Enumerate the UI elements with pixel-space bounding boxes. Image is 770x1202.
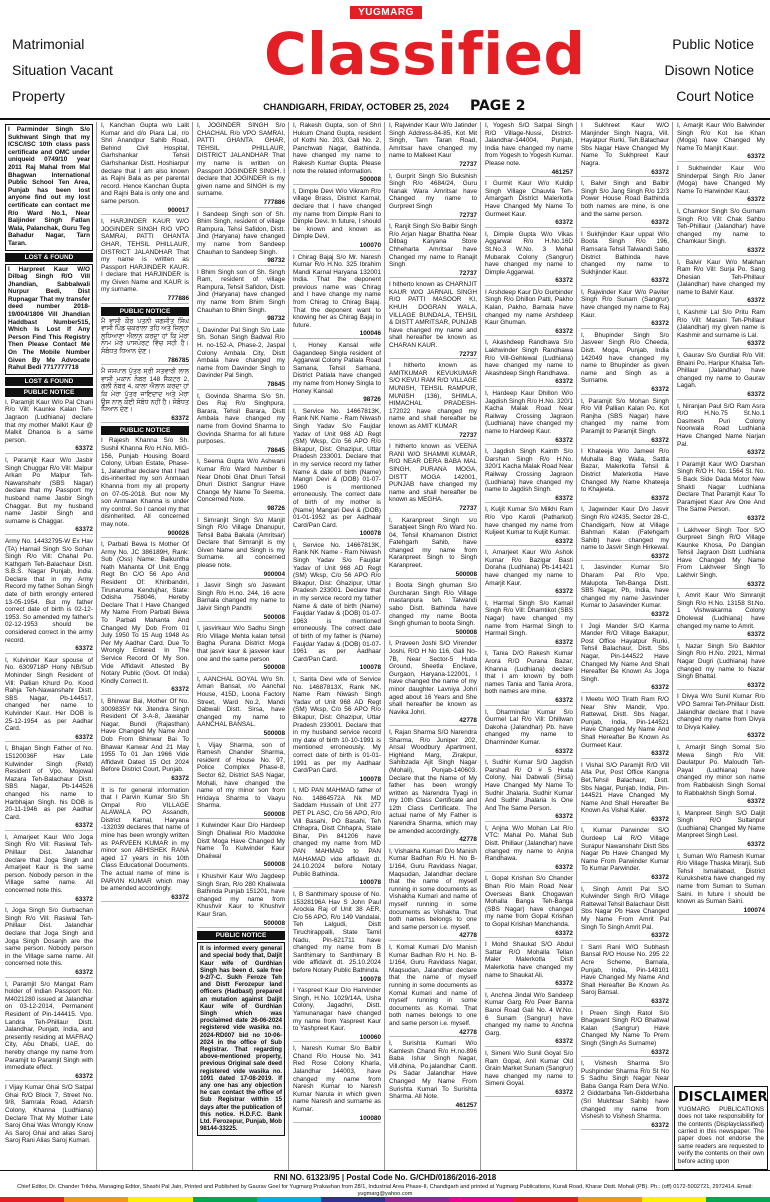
classified-entry: I, Surishta Kumari W/o Kamlesh Chand R/o H.no.896 Baba Ishar Singh Nagar, Vill.dhina, Po.jalandhar Cantt. Ps Sadar Jalandhar Have Changed My Name From Surishta Kumari To Surishta Sharma. All Note. (389, 1040, 477, 1101)
stripe-segment (0, 1197, 64, 1202)
stripe-segment (385, 1197, 449, 1202)
disclaimer-box (674, 1086, 768, 1170)
ad-number: 63372 (5, 1073, 93, 1082)
page-label: PAGE 2 (470, 98, 526, 114)
classified-entry: I, Dimple Devi W/o Vikram R/o village Brass, District Karnal, declare that I have changed my name from Dimple Rani to Dimple Devi. In future, I should be known and known as Dimple Devi. (293, 187, 381, 241)
classified-entry: I, Hardeep Kaur Dhillon W/o Jagdish Singh R/o H.No. 320/1 Kacha Malak Road Near Railway Crossing Jagraon (Ludhiana) have changed my name to Hardeep Kaur. (485, 390, 573, 435)
classified-entry: I hitherto known as CHARNJIT KAUR W/O JARNAIL SINGH R/O PATTI MASOOR KI, KHUH DOGRAN WALA, VILLAGE BUNDALA, TEHSIL & DISTT AMRITSAR, PUNJAB have changed my name and shall hereafter be known as CHARAN KAUR. (389, 281, 477, 350)
classified-entry: I, Amarjit Kaur W/o Balwinder Singh R/o Kot Ise Khan (Moga) have Changed My Name To Manjit Kaur. (677, 122, 765, 152)
ad-number: 63372 (5, 734, 93, 743)
classified-entry: I, Vijay Sharma, son of Ramesh Chander Sharma, resident of House No. 97, Police Complex Phase-8, Sector 62, District SAS Nagar, Mohali, have changed the name of my minor son from Hridaya Sharma to Vaayu Sharma. (197, 741, 285, 810)
classified-entry: I Preen Singh Ratol S/o Bhagwant Singh R/O Bhatiwal Kalan (Sangrur) Have Changed My Name To Prem Singh (Singh As Surname) (581, 1009, 669, 1047)
ad-number: 63372 (485, 588, 573, 597)
ad-number: 777886 (197, 199, 285, 208)
classified-entry: I, Seema Gupta W/o Ashwani Kumar R/o Ward Number 6 Near Dhobi Ghat Dhuri Tehsil Dhuri District Sangrur Have Change My Name To Seema. Concerned Note. (197, 458, 285, 504)
stripe-segment (193, 1197, 257, 1202)
classified-entry: I, Jagwinder Kaur D/o Jasvir Singh R/o #2435, Sector 28-C, Chandigarh, Now at Village Bahman Kalan (Fatehgarh Sahib) have changed my name to Jasvir Singh Hirkewal. (581, 506, 669, 552)
classified-entry: Army No. 14432795-W Ex Hav (TA) Harnail Singh S/o Sohan Singh R/o Vill: Chahal Po. Kathgarh Teh-Balachaur Distt. S.B.S. Nagar Punjab, India. Declare that in my Army Record my father Sohan Singh date of birth wrongly entered 13-05-1954. But my father correct date of birth is 02-12-1953. So amended my father's 02-12-1953 should be considered correct in the army record. (5, 537, 93, 644)
ad-number: 72737 (389, 505, 477, 514)
ad-number: 100080 (293, 1115, 381, 1124)
ad-number: 63372 (677, 153, 765, 162)
stripe-segment (128, 1197, 192, 1202)
classified-entry: I, B Santhimary spouse of No. 15328196A Hav S John Paul Arockia Raj of Unit 38 AER, C/o 56 APO, R/o 149 Vandalai, Teh Lalgudi, Distt Tiruchirappalli, State Tamil Nadu, Pin-621711 have changed my name from B Santhimary to Santhimary B vide affidavit dt. 25.10.2024 before Notary Public Bathinda. (293, 891, 381, 974)
ad-number: 63372 (101, 686, 189, 695)
classified-entry: I Divya W/o Sunil Kumar R/o VPO Samrai Teh-Phillaur Distt. Jalandhar declare that I have changed my name from Divya to Divya Kailey. (677, 693, 765, 731)
ad-number: 63372 (677, 449, 765, 458)
classified-entry: I, Govinda Sharma S/o Sh. Des Raj R/o Singhpura, Barara, Tehsil Barara, Distt Ambala have changed my name from Govind Sharma to Govinda Sharma for all future purposes. (197, 392, 285, 446)
ad-number: 100078 (293, 776, 381, 785)
classified-entry: I Gurmit Kaur W/o Kuldip Singh Village Chauvla Teh-Amargarh District Malerkotla Have Changed My Name To Gurmeet Kaur. (485, 180, 573, 218)
notice-text: I Parminder Singh S/o Sukhwant Singh that my ICSC/ISC 10th class pass certificate and OMC under uniqueid 0749/10 year 2011 Raj Mahal from Mal Bhagwan International Public School Ten Area, Punjab has been lost anyone find out my lost certificate can contact me R/o Ward No.1, Near Baljinder Singh Fatlan Wala, Palanchak, Guru Teg Bahadur Nagar, Tarn Taran. (8, 126, 90, 247)
brand-logo (264, 2, 586, 104)
classified-entry: I, Amarjeet Kaur W/o Joga Singh R/o Vill: Rasiwal Teh-Phillaur Dist. Jalandhar declare that Joga Singh and Amarjeet Kaur is the same person. Nobody person in the Village same name. All concerned note this. (5, 833, 93, 895)
ad-number: 63372 (485, 328, 573, 337)
classified-entry: I, Parbati Bewa Is Mother Of Army No. JC 386189H, Rank: Sub (Oss) Name: Baikuntha Nath Mahanta Of Unit Engg Regt Bn C/O 56 Apo And Resident Of: Khiribandiri, Tirunaruma Kendujhar, State: Odisha 758046, Hereby Declare That I Have Changed My Name From Parbati Bewa To Parbati Mahanta And Changed My Dob From 01 July 1950 To 15 Aug 1948 As Per My Aadhar Card. Due To Wrongly Entered In The Service Record Of My Son. Vide Affidavit Attested By Notary Public (Govt. Of India) Kindly Correct It. (101, 541, 189, 685)
category-public-notice[interactable]: Public Notice (672, 36, 754, 52)
ad-number: 100078 (293, 664, 381, 673)
classified-entry: I, Karanpreet Singh s/o Sarabjeet Singh R/o Ward No. 04, Tehsil Khamanon District Fatehgarh Sahib, have changed my name from Karanpreet Singh to Singh Karanpreet. (389, 516, 477, 570)
ad-number: 100070 (293, 242, 381, 251)
ad-number: 63372 (677, 631, 765, 640)
classified-entry: I, Service No. 14667813K, Rank NK Name - Ram Niwash Singh Yadav S/o Faujdar Yadav of Unit 968 AD Regt (SM) Wksp, C/o 56 APO R/o Bikapur, Dist: Ghazipur, Uttar Pradesh 233001. Declare that in my service record my father Name & date of birth (Name) Mangri Devi & (DOB) 01-07-1960 is mentioned erroneously. The correct date of birth of my mother is (Name) Mangari Devi & (DOB) 01-01-1952 as per Aadhaar Card/Pan Card. (293, 407, 381, 529)
ad-number: 500008 (197, 811, 285, 820)
brand-title: Classified (264, 20, 586, 88)
stripe-segment (257, 1197, 321, 1202)
classified-entry: I, Praveen Joshi S/O Virender Joshi, R/O H No 116, Gali No-7B, Near Sector-5 Huda Ground, Sheetla Enclave, Gurgaon, Haryana-122001, I have changed the name of my minor daughter Lavniya Johri aged about 16 Years and She shall hereafter be known as Navika Johri. (389, 640, 477, 716)
ad-number: 500008 (293, 176, 381, 185)
ad-number: 72737 (389, 161, 477, 170)
ad-number: 63372 (485, 495, 573, 504)
classified-entry: I, Gopal Krishan S/o Chander Bhan R/o Main Road Near Overseas Bank Chogawan Mohalla Banga Teh-Banga (SBS Nagar) have changed my name from Gopal Krishan to Gopal Krishan Manchanda. (485, 875, 573, 928)
ad-number: 98726 (293, 396, 381, 405)
ad-number: 63372 (485, 639, 573, 648)
ad-number: 63372 (581, 320, 669, 329)
ad-number: 63372 (485, 930, 573, 939)
classified-entry: I hitherto known as VEENA RANI W/O SHAMMI KUMAR, R/O NEAR DERA BABA MAL SINGH, PURANA MOGA, DISTT MOGA 142001, PUNJAB have changed my name and shall hereafter be known as MEGHA. (389, 443, 477, 504)
public-notice-text: It is informed every general and special body that, Daljit Kaur wife of Gurdhian Singh has been d. sale free 9-2/7-C. Sukh Feroze Teh and Distt Ferozepur land officers (Hadbast) prepared an mutation against Daljit Kaur wife of Gurdhian Singh which was proclaimed date 26-06-2024 registered vide wasika no. 2024-RD007 bid no 10-06-2024 in the office of Sub Registrar. That regarding above-mentioned property, previous Original sale deed registered vide wasika no. 1091 dated 17-08-2019. If any one has any objection he can contact the office of Sub Registrar within 15 days after the publication of this notice. H.D.F.C. Bank Ltd. Ferozepur, Punjab, Mob 98144-33225. (200, 945, 282, 1133)
ad-number: 63372 (677, 391, 765, 400)
category-disown-notice[interactable]: Disown Notice (664, 62, 754, 78)
ad-number: 100060 (293, 1034, 381, 1043)
classified-entry: I, Manpreet Singh S/O Daljit Singh R/O Sultanpur (Ludhiana) Changed My Name Manpreet Singh Leel. (677, 809, 765, 840)
category-court-notice[interactable]: Court Notice (676, 88, 754, 104)
ad-number: 72737 (389, 270, 477, 279)
column-3 (194, 122, 289, 1170)
ad-number: 461257 (485, 169, 573, 178)
classified-entry: I Simranjit Singh S/o Manjit Singh R/o Village Dhanupur, Tehsil Baba Bakala (Amritsar) Declare that Simranjit is my Given Name and Singh is my Surname. all concerned please note. (197, 516, 285, 570)
classified-entry: I, jasvirkaur W/o Sadhu Singh R/o Village Mehta kalan tehsil Bagha Purana District Moga that jasvir kaur & jasveer kaur one and the same person (197, 625, 285, 663)
ad-number: 100078 (293, 879, 381, 888)
ad-number: 500008 (197, 730, 285, 739)
classified-entry: I Sukhwinder Kaur W/o Shinderpal Singh R/o Janer (Moga) have Changed My Name To Harwinder Kaur. (677, 164, 765, 195)
section-heading: LOST & FOUND (5, 377, 93, 386)
ad-number: 63372 (581, 1049, 669, 1058)
ad-number: 78645 (197, 447, 285, 456)
classified-entry: I Yaspreet Kaur D/o Harvinder Singh, H.No. 1029/14A, Usha Colony, Jagadhri, Distt. Yamunanagar have changed my name from Yaspreet Kaur to Yashpreet Kaur. (293, 987, 381, 1033)
ad-number: 63372 (5, 969, 93, 978)
public-notice-box (197, 942, 285, 1136)
column-4 (290, 122, 385, 1170)
category-situation-vacant[interactable]: Situation Vacant (12, 62, 113, 78)
classified-entry: I Vijay Kumar Ghai S/O Satpal Ghai R/O Block 7, Street No. 9/8, Samrala Road, Adarsh Colony, Khanna (Ludhiana) Declare That My Mother Late Saroj Ghai Was Wrongly Know As Saroj Ghai and alias Saroj Saroj Rani Alias Saroj Kumari. (5, 1084, 93, 1145)
ad-number: 63372 (581, 874, 669, 883)
classified-entry: I, Ranjit Singh S/o Balbir Singh R/o Arjan Nagar Bhattha Near Dilbag Karyana Store Chheharta Amritsar have Changed my name to Ranajit Singh (389, 223, 477, 269)
stripe-segment (321, 1197, 385, 1202)
ad-number: 63372 (581, 998, 669, 1007)
classified-entry: I, Simeni W/o Sunil Goyal S/o Ram Gopal, Anil Kumar Old Grain Market Sunam (Sangrur) have changed my name to Simeni Goyal. (485, 1049, 573, 1088)
stripe-segment (64, 1197, 128, 1202)
ad-number: 72737 (389, 351, 477, 360)
ad-number: 100078 (293, 976, 381, 985)
classified-entry: I, Akashdeep Randhawa S/o Lakhwinder Singh Randhawa R/o Vill-Gehlewal (Ludhiana) have changed my name to Akashdeep Singh Randhawa. (485, 339, 573, 377)
ad-number: 100046 (293, 330, 381, 339)
ad-number: 78645 (197, 381, 285, 390)
ad-number: 63372 (485, 538, 573, 547)
dateline: CHANDIGARH, FRIDAY, OCTOBER 25, 2024 (263, 102, 449, 112)
ad-number: 63372 (581, 386, 669, 395)
ad-number: 98726 (197, 505, 285, 514)
ad-number: 63372 (485, 219, 573, 228)
classified-entry: I, Naresh Kumar S/o Balbir Chand R/o House No. 341 Red Rose Colony Kharla, Jalandhar 144003, have changed my name from Naresh Kumar to Naresh Kumar Narula in which given name Naresh and surname as Kumar. (293, 1045, 381, 1114)
lost-found-notice (5, 124, 93, 251)
classified-entry: I Lakhveer Singh Toor S/O Gurpreet Singh R/O Village Kaunke Khosa, Po Dangian Tehsil Jagraon Distt Ludhiana Have Changed My Name From Lakhveer Singh To Lakhvir Singh. (677, 526, 765, 580)
classified-entry: I Meetu W/O Tirath Ram R/O Near Shiv Mandir, Vpo. Rattewal, Distt. Sbs Nagar, Punjab, India, Pin-144521 Have Changed My Name And Shall Hereafter Be Known As Gurmeet Kaur. (581, 695, 669, 749)
stripe-segment (642, 1197, 706, 1202)
footer (0, 1170, 770, 1202)
ad-number: 42778 (389, 932, 477, 941)
classified-entry: ਮੈਂ ਜਸਪਾਲ ਪੁੱਤਰ ਸ੍ਰੀ ਸਤਵਾਰੀ ਲਾਲ ਵਾਸੀ ਮਕਾਨ ਨੰਬਰ 148 ਸੈਕਟਰ 2, ਗਲੀ ਨੰਬਰ 4, ਕਾਲਾ ਐਲਾਨ ਕਰਦਾ ਹਾਂ ਕਿ ਮੇਰਾ ਪੁੱਤਰ ਜਾਇਦਾਦ ਅਤੇ ਮੇਰਾ ਉਸ ਨਾਲ ਕੋਈ ਸੰਬੰਧ ਨਹੀਂ ਹੈ। ਸੰਬੰਧਤ ਧਿਆਨ ਦੇਣ। (101, 368, 189, 414)
ad-number: 63372 (101, 775, 189, 784)
column-2 (98, 122, 193, 1170)
classified-entry: I, Sudhir Kumar S/O Jagdish Parshad R/ O # 5 Huda Colony, Nai Dabwali (Sirsa) Have Changed My Name To Sudhir Jhalaria. Sudhir Kumar And Sudhir Jhalaria Is One And The Same Person. (485, 759, 573, 812)
classified-entry: It is for general information that I Parvin Kumar S/o Sh Ompal R/o VILLAGE ALAWALA PO Assandh, District Karnal, Haryana -132039 declares that name of mine has been wrongly written as PARVEEN KUMAR in my minor son ABHISHEK RANA aged 17 years in his 10th Class Educational Documents. The actual name of mine is PARVIN KUMAR which may be amended accordingly. (101, 786, 189, 893)
classified-entry: I hitherto known as AMITKUMAR KEVUKUMAR S/O KEVU RAM R/O VILLAGE MUNISH, TEHSIL RAMPUR, MUNISH (136), SHIMLA, HIMACHAL PRADESH-172022 have changed my name and shall hereafter be known as AMIT KUMAR (389, 362, 477, 430)
ad-number: 63372 (677, 196, 765, 205)
notice-text: I Harpreet Kaur W/O Dilbag Singh R/O Vill Jhandian, Sabbalwali Nurpur Bedi, Dist Rupnagar That my transfer deed number 2018-19/004/1806 Vill Jhandian Haddbast Number515, Which Is Lost If Any Person Find This Registry Then Please Contact Me On The Mobile Number Given By Me Advocate Rahul Bedi 7717777718 (8, 265, 90, 372)
classified-entry: I, Jasvinder Kumar S/o Dharam Pal R/o Vpo. Malupota Teh-Banga Distt. SBS Nagar, Pb, India, have changed my name Jasvinder Kumar to Jasavinder Kumar. (581, 564, 669, 610)
ad-number: 63372 (581, 169, 669, 178)
classified-entry: I Sandeep Singh son of Sh. Bhim Singh, resident of village Rampura, Tehsi Safidon, Distt. Jind (Haryana) have changed my name from Sandeep Chauhan to Sandeep Singh. (197, 210, 285, 256)
classified-entry: I Paramjit Kaur W/O Darshan Singh R/O H. No. 1564 St. No. 5 Back Side Dada Motor New Shakti Nagar Ludhiana Declare That Paramjit Kaur To Paramjeet Kaur Are One And The Same Person. (677, 460, 765, 514)
classified-entry: I, Paramjit S/o Mangat Ram holder of Indian Passport No. M4021280 issued at Jalandhar on 03-12-2014, Permanent Resident of Pin-144415. Vpo. Landra Teh-Phillaur Distt. Jalandhar, Punjab, India, and presently residing at MAFRAQ City, Abu Dhabi, UAE, do hereby change my name from Paramjit to Paramjit Singh with immediate effect. (5, 980, 93, 1072)
classified-entry: I, Bhajan Singh Father of No. 15120036F Hav Late Kulwinder Singh (Retd) Resident of Vpo. Mojowal Mazara Teh-Balachaur Distt. SBS Nagar, Pb-144526 changed his name to Harbhajan Singh. his DOB is 20-11-1946 as per Aadhar Card. (5, 745, 93, 821)
ad-number: 63372 (677, 297, 765, 306)
classified-entry: I, Gaurav S/o Gurdial R/o Vill: Bhaini Po. Haripur Khalsa Teh-Phillaur (Jalandhar) have changed my name to Gaurav Lagah. (677, 352, 765, 390)
ad-number: 63372 (485, 748, 573, 757)
classified-entry: I Vishal S/O Paramjit R/O Vill Alla Pur, Post Office Kangna Bet,Tehsil Balachaur, Distt. Sbs Nagar, Punjab, India, Pin-144521 Have Changed My Name And Shall Hereafter Be Known As Vishal Kaler. (581, 761, 669, 815)
section-heading: PUBLIC NOTICE (101, 426, 189, 435)
ad-number: 63372 (581, 816, 669, 825)
classified-entry: I, JOGINDER SINGH S/o CHACHAL R/o VPO SAMRAI, PATTI GHANTA GHAR, TEHSIL PHILLAUR, DISTRICT JALANDHAR That my name is written on Passport JOGINDER SINGH. I declare that JOGINDER is my given name and SINGH is my surname. (197, 122, 285, 198)
brand-small-label: YUGMARG (350, 6, 422, 19)
column-7 (578, 122, 673, 1170)
ad-number: 63372 (581, 437, 669, 446)
ad-number: 63372 (5, 445, 93, 454)
masthead-right-categories (665, 36, 754, 104)
footer-credit: Chief Editor, Dr. Chander Trikha, Managing Editor, Shashi Pal Jain, Printed and Published by Gaurav Goel for Yugmarg Prakashan from 28/1, Industrial Area Phase-II, Chandigarh and printed at Yugmarg Publications, Kurali Road, Kharar Distt. Mohali (PB). Ph.: (off) 0172-5002721, 2972414. Email: yugmarg@yahoo.com (17, 1184, 753, 1197)
classified-entry: I, Kuljit Kumar S/o Milkhi Ram R/o Vpo Karoli (Patharkot) have changed my name from Kuljeet Kumar to Kuljit Kumar. (485, 506, 573, 537)
category-property[interactable]: Property (12, 88, 65, 104)
classified-entry: I, Honey Kansal wife Gagandeep Singla resident of Aggarwal Colony Patiala Road Samana, Tehsil Samana, District Patiala have changed my name from Honey Singla to Honey Kansal (293, 342, 381, 395)
classified-entry: I Jasvir Singh s/o Jaswant Singh R/o H.no. 244, 16 acre Barnala changed my name to Jaivir Singh Pandhi (197, 582, 285, 613)
disclaimer-title: DISCLAIMER (678, 1089, 768, 1105)
footer-color-stripe (0, 1197, 770, 1202)
ad-number: 500008 (389, 629, 477, 638)
classified-entry: I, Joga Singh S/o Gurbachan Singh R/o Vill: Rasiwal Teh-Phillaur Dist. Jalandhar declare that Joga Singh and Joga Singh Dosanjh are the same person. Nobody person in the Village same name. All concerned note this. (5, 907, 93, 968)
classified-entry: I, Yogesh S/O Satpal Singh R/O Village-Nussi, District-Jalandhar-144004, Punjab, India have changed my name from Yogesh to Yogesh Kumar. Please note. (485, 122, 573, 167)
classified-entry: I, Amarjit Singh Somal S/o Mewa Singh R/o Vill: Daulatpur Po. Maloudh Teh-Payal (Ludhiana) have changed my minor son name from Rabbakish Singh Somal to Rabbakhsh Singh Somal. (677, 743, 765, 797)
classified-entry: I, Singh Amrit Pal S/O Kulwinder Singh R/O Village Rattewal Tehsil Balachaur Distt Sbs Nagar Pb Have Changed My Name From Amrit Pal Singh To Singh Amrit Pal. (581, 885, 669, 931)
ad-number: 63372 (677, 247, 765, 256)
ad-number: 63372 (677, 732, 765, 741)
ad-number: 63372 (485, 378, 573, 387)
ad-number: 63372 (485, 277, 573, 286)
ad-number: 63372 (5, 645, 93, 654)
classified-entry: I, Komal Kumari D/o Manish Kumar Badhan R/o H. No. B-1/164, Guru Ravidass Nagar, Maqsudan, Jalandhar declare that the name of myself running in some documents as Komal Kumari and name of myself running in some documents as Komal. That both names belongs to one and same person i.e. myself. (389, 943, 477, 1027)
ad-number: 500008 (197, 920, 285, 929)
classified-entry: I, MD PAN MAHMAD father of No. 14864572A Nk MD Saddam Hussain of Unit 277 PET PL ASC, C/o 56 APO, R/o Vill Basahi, PO Basahi, Teh Chhapra, Distt Chhapra, State Bihar, Pin 841206 have changed my name from MD PAN MAHMAD to PAN MAHAMAD vide affidavit dt. 24.10.2024 before Notary Public Bathinda. (293, 787, 381, 878)
classified-entry: I Chirag Bajaj S/o Mr. Naresh Kumar R/o H.No. 325 Ibrahim Mandi Karnal Haryana 132001 India. That the deponent previous name was Chirag and I have change my name from Chirag to Chirag Bajaj. That the deponent want to knowing her as Chirag Bajaj in future. (293, 253, 381, 329)
classified-entry: I, Chamkor Singh S/o Gurnam Singh R/o Vill: Chak Sahbu Teh-Phillaur (Jalandhar) have changed my name to Chamkaur Singh. (677, 207, 765, 246)
classified-entry: I, Kumar Parwinder S/O Gurdeep Lal R/O Village Surapur Nawanshahr Distt Sbs Nagar Pb Have Changed My Name From Parwinder Kumar To Kumar Parwinder. (581, 827, 669, 873)
ad-number: 63372 (581, 277, 669, 286)
classified-entry: I, Amarjeet Kaur W/o Ashok Kumar R/o Bazigar Basti Doraha (Ludhiana) Pb-141421 have changed my name to Amarjit Kaur. (485, 549, 573, 587)
stripe-segment (449, 1197, 513, 1202)
classified-entry: I, Amrit Kaur W/o Simranjit Singh R/o H.No. 13158 St.No. 1 Vishwakarma Colony Dholewal (Ludhiana) have changed my name to Amrit. (677, 592, 765, 630)
ad-number: 63372 (581, 611, 669, 620)
ad-number: 500008 (197, 664, 285, 673)
ad-number: 63372 (485, 697, 573, 706)
classified-entry: I Sukhreet Kaur W/O Manjinder Singh Nagra, Vill. Hayatpur Rurki, Teh.Balachaur Sbs Nagar Have Changed My Name To Sukhpreet Kaur Nagra. (581, 122, 669, 167)
classified-entry: I, Rajan Sharma S/O Narendra Sharma, R/o Juniper 202, Ansal Woodbury Apartment, Highland Marg, Zirakpur, Sahibzada Ajit Singh Nagar (Mohali), Punjab-140603. Declare that the Name of My father has been wrongly written as Narendra Tyagi in my 10th Class Certificate and 12th Class Certificate. The actual name of My Father is Narendra Sharma, which may be amended accordingly. (389, 728, 477, 835)
classified-entry: I, Kashmir Lal S/o Pritu Ram R/o Vill: Masani Teh-Phillaur (Jalandhar) my given name is Kashmir and surname is Lal. (677, 309, 765, 339)
section-heading: PUBLIC NOTICE (5, 388, 93, 397)
ad-number: 500008 (197, 861, 285, 870)
category-matrimonial[interactable]: Matrimonial (12, 36, 85, 52)
classified-entry: I, Anchna Jindal W/o Sandeep Kumar Garg R/o Peer Banna Banoi Road Gali No. 4 W.No. 6 Sunam (Sangrur) have changed my name to Anchna Garg. (485, 991, 573, 1037)
ad-number: 63372 (677, 515, 765, 524)
footer-rni: RNI NO. 61323/95 | Postal Code No. G/CHD/0186/2016-2018 (273, 1173, 497, 1182)
ad-number: 100074 (677, 907, 765, 916)
classified-columns (2, 122, 768, 1170)
column-6 (482, 122, 577, 1170)
classified-entry: I Khateeja W/o Jameel R/o Muhalla Bag Walla, Sattla Bazar, Malerkotla Tehsil & District Malerkotla Have Changed My Name Khateeja to Khajeeta. (581, 448, 669, 494)
ad-number: 42778 (389, 717, 477, 726)
classified-entry: I, Dimple Gupta W/o Vikas Aggarwal R/o H.No.16D St.No.3 W.No. 3 Mehal Mubarak Colony (Sangrur) have changed my name to Dimple Aggarwal. (485, 230, 573, 276)
ad-number: 63372 (677, 340, 765, 349)
ad-number: 63372 (5, 822, 93, 831)
ad-number: 42778 (389, 1029, 477, 1038)
classified-entry: I, Dharmindar Kumar S/o Gurmel Lal R/o Vill: Dhillwan Dakoha (Jalandhar) Pb. have changed my name to Dharminder Kumar. (485, 708, 573, 746)
ad-number: 900004 (197, 571, 285, 580)
column-8-body (677, 122, 765, 915)
classified-entry: I, Balvir Singh and Balbir Singh S/o Jang Singh R/o 12/3 Power House Road Bathinda both names are mine, is one and the same person. (581, 180, 669, 218)
classified-entry: I, Paramjit S/o Mohan Singh R/o Vill Pallian Kalan Po. Kot Ranjha (SBS Nagar) have changed my name from Paramjit to Paramjit Singh. (581, 397, 669, 435)
classified-entry: I, Sarita Devi wife of Service No. 14687813X, Rank NK, Name Ram Niwash Singh Yadav of Unit 968 AD Regt (SM) Wksp, C/o 56 APO R/o Bikapur, Dist: Ghazipur, Uttar Pradesh 233001. Declare that in my husband service record my date of birth 10-10-1991 is mentioned erroneously. My correct date of birth is 01-01-1991 as per my Aadhaar Card/Pan Card. (293, 675, 381, 775)
classified-entry: I, Harmal Singh S/o Kamail Singh R/o Vill: Dhamtikot (SBS Nagar) have changed my name from Harmal Singh to Harmail Singh. (485, 599, 573, 638)
ad-number: 63372 (485, 1089, 573, 1098)
ad-number: 63372 (101, 894, 189, 903)
classified-entry: I Mohd Shaukat S/O Abdul Sattar R/O Mohalla Tellan Maler Malerkotla Distt Malerkotla have changed my name to Shaukat Ali. (485, 941, 573, 979)
classified-entry: I, Nazar Singh S/o Bakhtor Singh R/o H.No. 2921, Nirmal Nagar Dugri (Ludhiana) have changed my name to Nazar Singh Bhattal. (677, 642, 765, 681)
column-8 (674, 122, 768, 1170)
classified-entry: I, Kanchan Gupta w/o Lalit Kumar and d/o Piara Lal, r/o Shri Anandpur Sahib Road, Behind Civil Hospital, Garhshankar Tehsil Garhshankar Distt. Hoshiarpur declare that I am also known as Rajni Bala as per parental record. Hence Kanchan Gupta and Rajni Bala is only one and same person. (101, 122, 189, 205)
classified-entry: I, Jagdish Singh Kainth S/o Darshan Singh R/o H.No. 320/1 Kacha Malak Road Near Railway Crossing Jagraon (Ludhiana) have changed my name to Jagdish Singh. (485, 448, 573, 494)
ad-number: 500008 (389, 571, 477, 580)
masthead-left-categories (12, 36, 113, 104)
classified-entry: I Jogi Mander S/O Karma Mander R/O Village Bakapur, Post Office Hayatpur Rurki, Tehsil Balachaur, Distt. Sbs Nagar, Pin-144522 Have Changed My Name And Shall Hereafter Be Known As Joga Singh. (581, 622, 669, 683)
ad-number: 500008 (197, 614, 285, 623)
ad-number: 63372 (485, 813, 573, 822)
ad-number: 63372 (581, 932, 669, 941)
ad-number: 63372 (581, 750, 669, 759)
ad-number: 42778 (389, 836, 477, 845)
classified-entry: I, Rajwinder Kaur W/o Jatinder Singh Address-84-85, Kot Mit Singh, Tarn Taran Road, Amritsar have changed my name to Malkeet Kaur (389, 122, 477, 160)
classified-entry: I Sukhjinder Kaur uppal W/o Boota Singh R/o 196, Ramsara Tehsil Talwandi Sabo District Bathinda have changed my name to Sukhjinder Kaur. (581, 230, 669, 276)
ad-number: 63372 (581, 684, 669, 693)
ad-number: 63372 (581, 1122, 669, 1131)
classified-entry: I, Tania D/O Rakesh Kumar Arora R/O Purana Bazar, Khanna (Ludhiana) declare that I am known by both names Tania and Tania Arora, both names are mine. (485, 650, 573, 696)
ad-number: 63372 (485, 864, 573, 873)
classified-entry: I, Vishesh Sharma S/o Pushpinder Sharma R/o St No 5 Sadhu Singh Nagar Near Baba Ganga Ram Dera W.No. 2 Giddarbaha Teh-Gidderbaha (Sri Mukhtsar Sahib) have changed my name from Vishesh to Vishesh Sharma. (581, 1060, 669, 1121)
classified-entry: I Boota Singh ghuman S/o Gurcharan Singh R/o Village mastanpura teh. Talwandi sabo Distt. Bathinda have changed my name Boota Singh ghuman to boota Singh. (389, 582, 477, 628)
classified-entry: I Bhim Singh son of Sh. Singh Ram, resident of village Rampura, Tehsil Safidon, Distt. Jind (Haryana) have changed my name from Bhim Singh Chauhan to Bhim Singh. (197, 268, 285, 314)
stripe-segment (578, 1197, 642, 1202)
ad-number: 777886 (101, 295, 189, 304)
disclaimer-text: YUGMARG PUBLICATIONS does not take responsibility for the contents (Displayclassified) carried in this newspaper. The paper does not endorse the same readers are requested to verify the contents on their own before acting upon (678, 1105, 764, 1165)
masthead-rule (0, 118, 770, 120)
column-5 (386, 122, 481, 1170)
ad-number: 98732 (197, 315, 285, 324)
ad-number: 461257 (389, 1102, 477, 1111)
ad-number: 63372 (581, 495, 669, 504)
ad-number: 63372 (485, 437, 573, 446)
ad-number: 63372 (677, 841, 765, 850)
ad-number: 63372 (581, 553, 669, 562)
ad-number: 63372 (581, 219, 669, 228)
ad-number: 72737 (389, 432, 477, 441)
classified-entry: I, Kulvinder Kaur spouse of No. 6309718P Hony NB/Sub Mohinder Singh Resident of Vill: Pallian Khurd Po. Kood Rahja Teh-Nawanshahr Distt. SBS Nagar, Pb-144517, changed her name to Kulvinder Kaur. Her DOB is 25-12-1954 as per Aadhar Card. (5, 656, 93, 733)
ad-number: 900026 (101, 530, 189, 539)
classified-entry: I, Davinder Pal Singh S/o Late Sh. Sohan Singh Badwal R/o H. no-152-A, Phase-2, Jaspal Colony Ambala City, Distt Ambala have changed my name from Davinder Singh to Davinder Pal Singh. (197, 326, 285, 380)
ad-number: 900017 (101, 207, 189, 216)
ad-number: 63372 (677, 798, 765, 807)
classified-entry: I, Bhupinder Singh S/o Jasveer Singh R/o Cheeda, Distt. Moga, Punjab, India 142049 have changed my name to Bhupinder as given name and Singh as a Surname. (581, 331, 669, 385)
classified-entry: I Sarri Rani W/O Subhash Bansal R/O House No. 295 22 Acre Scheme, Barnala, Punjab, India, Pin-148101 Have Changed My Name And Shall Hereafter Be Known As Saroj Bansal. (581, 943, 669, 997)
ad-number: 786785 (101, 357, 189, 366)
classified-entry: I, Gurprit Singh S/o Bukshish Singh R/o 4684/24, Guru Nanak Wara Amritsar have Changed my name to Gurpreet Singh (389, 172, 477, 210)
masthead (0, 0, 770, 124)
classified-entry: I, AANCHAL GOYAL W/o Sh. Aman Bansal, r/o Aanchal House, 415D, Loona Factory Street, Ward No.2, Mandi Dabwali Distt. Sirsa, have changed my name to AANCHAL BANSAL. (197, 675, 285, 729)
stripe-segment (513, 1197, 577, 1202)
classified-entry: I Arshdeep Kaur D/o Gurbinder Singh R/o Dhillon Patti, Pakho Kalan, Pakho, Barnala have changed my name Arshdeep Kaur Ghuman. (485, 288, 573, 327)
classified-entry: I, Paramjit Kaur W/o Pal Chani R/o Vill: Kaunke Kalan Teh-Jagraon (Ludhiana) declare that my mother Malkit Kaur @ Malkit Dhanoa is a same person. (5, 398, 93, 444)
ad-number: 63372 (677, 581, 765, 590)
classified-entry: I, Niranjan Paul S/O Ram Asra R/O H.No.75 St.No.1 Dasmesh Puri Colony Noorwala Road Ludhiana Have Changed Name Narjan Pal. (677, 402, 765, 448)
ad-number: 63372 (485, 980, 573, 989)
section-heading: PUBLIC NOTICE (101, 307, 189, 316)
classified-entry: I, Paramjit Kaur W/o Jasbir Singh Chuggar R/o Vill: Malpur Arkan Po Malpur Teh-Nawanshahr (SBS Nagar) declare that my Passport my husband name Jasbir Singh Chaggar. But my husband name Jasbir Singh and surname is Chaggar. (5, 456, 93, 525)
classified-entry: I, Vishakha Kumari D/o Manish Kumar Badhan R/o H. No B-1/164, Guru Ravidass Nagar, Maqsudan, Jalandhar declare that the name of myself running in some documents as Vishakha Kumari and name of myself running in some documents as Vishakha. That both names belongs to one and same person i.e. myself. (389, 847, 477, 931)
classified-entry: I, Bhinwar Bai, Mother Of No. 3009835Y Nk Jitendra Singh Resident Of 3-A-8, Jawahar Nagar, Bundi (Rajasthan) Have Changed My Name And Dob From Bhinwar Bai To Bhawar Kanwar And 21 May 1955 To 01 Jan 1966 Vide Affidavit Dated 15 Oct 2024 Before District Court, Punjab. (101, 697, 189, 774)
classified-entry: I Kulwinder Kaur D/o Hardeep Singh Dhaliwal R/o Maddoke Distt Moga Have Changed My Name To Kulwinder Kaur Dhaliwal (197, 822, 285, 860)
classified-entry: I, Rakesh Gupta, son of Shri Hukum Chand Gupta, resident of Kothi No. 203, Gali No. 2, Panchwati Nagar, Bathinda, have changed my name to Rakesh Kumar Gupta. Please note the related information. (293, 122, 381, 175)
classified-entry: I, Service No. 14667813K, Rank NK Name - Ram Niwash Singh Yadav S/o Faujdar Yadav of Unit 968 AD Regt (SM) Wksp, C/o 56 APO R/o Bikapur, Dist: Ghazipur, Uttar Pradesh 233001. Declare that in my service record my father Name & date of birth (Name) Faujdar Yadav & (DOB) 01-07-1963 is mentioned erroneously. The correct date of birth of my father is (Name) Faujdar Yadav & (DOB) 01-07-1961 as per Aadhaar Card/Pan Card. (293, 541, 381, 663)
classified-entry: I, Suman W/o Ramesh Kumar R/o Village Thaska Mirarji, Sub Tehsil Ismailabad, District Kurukshetra have changed my name from Suman to Suman Saini. In future I should be known as Suman Saini. (677, 852, 765, 906)
classified-entry: I, Anjna W/o Mohan Lal R/o VTC: Mahal Po. Mahal Sub Distt. Phillaur (Jalandhar) have changed my name to Anjna Randhawa. (485, 824, 573, 863)
ad-number: 63372 (677, 682, 765, 691)
column-1 (2, 122, 97, 1170)
ad-number: 100078 (293, 530, 381, 539)
ad-number: 63372 (5, 526, 93, 535)
ad-number: 72737 (389, 212, 477, 221)
classified-entry: I, Rajwinder Kaur W/o Paviter Singh R/o Sunam (Sangrur) have changed my name to Raj Kaur. (581, 288, 669, 319)
classified-entry: I, HARJINDER KAUR W/O JOGINDER SINGH R/O VPO SAMRAI, PATTI GHANTA GHAR, TEHSIL PHILLAUR, DISTRICT JALANDHAR That my name is written as Passport HARJINDER KAUR. I declare that HARJINDER is my Given Name and KAUR is my surname. (101, 218, 189, 294)
ad-number: 63372 (5, 896, 93, 905)
section-heading: PUBLIC NOTICE (197, 931, 285, 940)
ad-number: 63372 (101, 415, 189, 424)
stripe-segment (706, 1197, 770, 1202)
classified-entry: I, Balvir Kaur W/o Makhan Ram R/o Vill: Surja Po. Sang Dhesian Teh-Phillaur (Jalandhar) have changed my name to Balvir Kaur. (677, 258, 765, 296)
ad-number: 63372 (485, 1038, 573, 1047)
classified-entry: I Khushvir Kaur W/o Jagdeep Singh Sran, R/o 280 Khaliwala Bathinda Punjab 151201, have changed my name from Khushvir Kaur to Khushvir Kaur Sran. (197, 873, 285, 918)
classified-entry: I Rajesh Khanna S/o Sh. Sushil Khanna R/o H.No. MIG-156, Punjab Housing Board Colony, Urban Estate, Phase-1, Jalandhar declare that I had dis-inherited my son Anmaan Khanna from my all property on 07-05-2018. But now My son Anmaan Khanna is under my control. So I cancel my that disinherited. All concerned may note. (101, 437, 189, 528)
section-heading: LOST & FOUND (5, 253, 93, 262)
classified-entry: ਮੈਂ ਵਾਸੀ ਕੌਰ ਪਤਨੀ ਜਗਜੀਤ ਸਿੰਘ ਵਾਸੀ ਪਿੰਡ ਚਕਰਾਲਾ ਤਹਿ ਅਤੇ ਜ਼ਿਲ੍ਹਾ ਲੁਧਿਆਣਾ ਐਲਾਨ ਕਰਦਾ ਹਾਂ ਕਿ ਮੇਰਾ ਨਾਮ ਮੇਰੇ ਪਾਸਪੋਰਟ ਵਿੱਚ ਸਹੀ ਹੈ। ਸੰਬੰਧਤ ਧਿਆਨ ਦੇਣ। (101, 317, 189, 356)
ad-number: 98732 (197, 257, 285, 266)
lost-found-notice (5, 264, 93, 375)
